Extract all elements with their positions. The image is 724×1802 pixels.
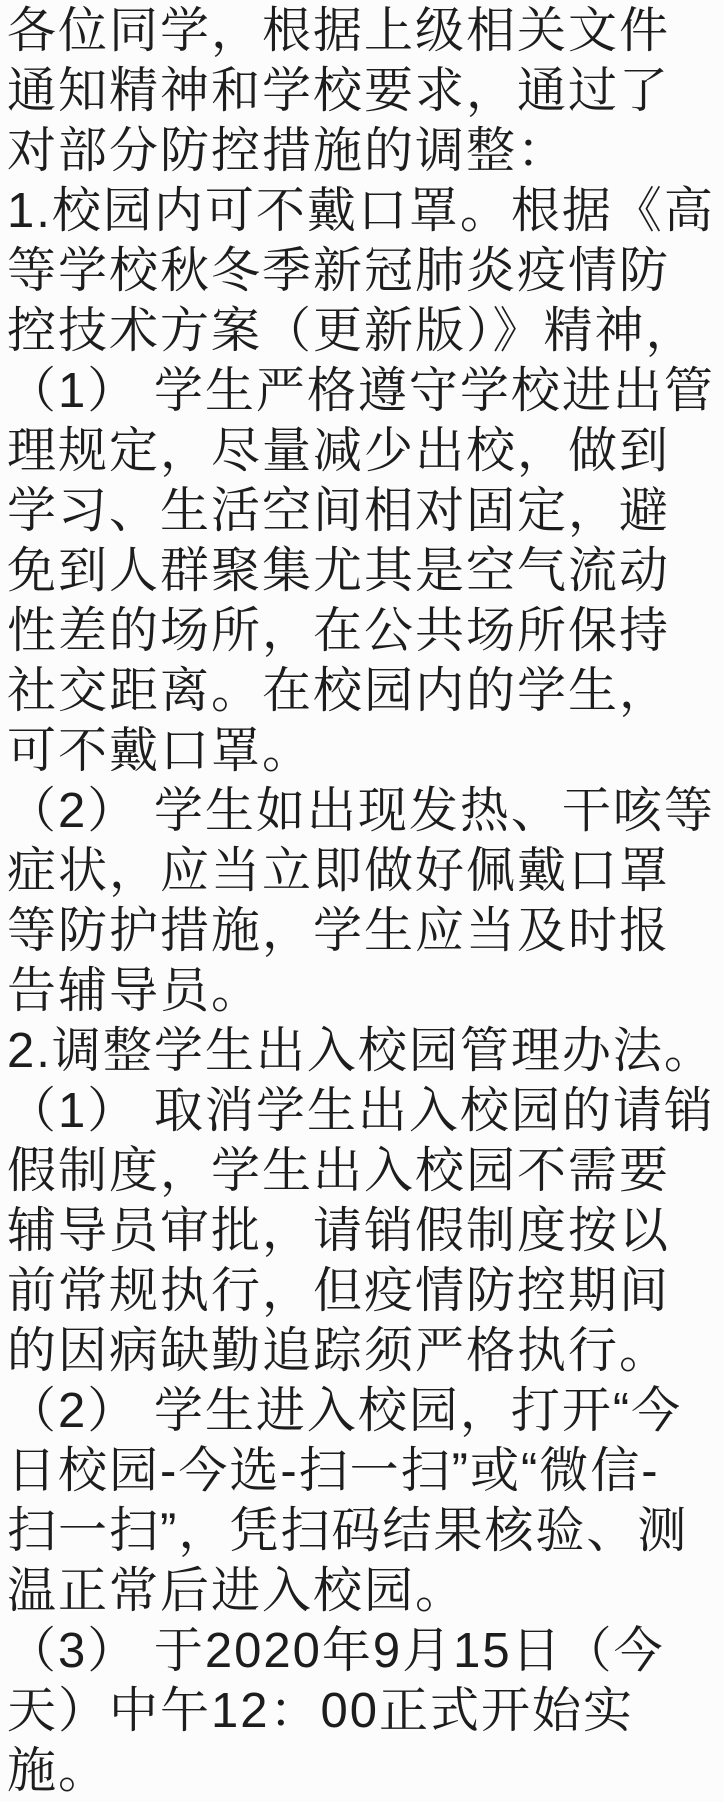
text-line: （2） 学生进入校园，打开“今 — [7, 1384, 683, 1438]
text-line: 2.调整学生出入校园管理办法。 — [7, 1024, 715, 1078]
text-line: 症状，应当立即做好佩戴口罩 — [7, 844, 671, 898]
text-line: 的因病缺勤追踪须严格执行。 — [7, 1324, 671, 1378]
text-line: 扫一扫”，凭扫码结果核验、测 — [7, 1504, 689, 1558]
text-line: 等学校秋冬季新冠肺炎疫情防 — [7, 244, 671, 298]
text-line: 性差的场所，在公共场所保持 — [7, 604, 671, 658]
text-line: 1.校园内可不戴口罩。根据《高 — [7, 184, 715, 238]
text-line: （3） 于2020年9月15日（今 — [7, 1624, 665, 1678]
text-line: 天）中午12：00正式开始实 — [7, 1684, 635, 1738]
text-line: 控技术方案（更新版）》精神， — [7, 304, 697, 358]
text-line: 对部分防控措施的调整： — [7, 124, 569, 178]
text-line: （1） 学生严格遵守学校进出管 — [7, 364, 715, 418]
text-line: 可不戴口罩。 — [7, 724, 314, 778]
text-line: 社交距离。在校园内的学生， — [7, 664, 671, 718]
text-line: 温正常后进入校园。 — [7, 1564, 467, 1618]
text-line: 通知精神和学校要求，通过了 — [7, 64, 671, 118]
text-line: 理规定，尽量减少出校，做到 — [7, 424, 671, 478]
text-line: 告辅导员。 — [7, 964, 263, 1018]
text-line: 前常规执行，但疫情防控期间 — [7, 1264, 671, 1318]
text-line: 学习、生活空间相对固定，避 — [7, 484, 671, 538]
text-line: 日校园-今选-扫一扫”或“微信- — [7, 1444, 660, 1498]
text-line: 施。 — [7, 1744, 110, 1798]
text-line: （1） 取消学生出入校园的请销 — [7, 1084, 715, 1138]
text-line: 等防护措施，学生应当及时报 — [7, 904, 671, 958]
text-line: 各位同学，根据上级相关文件 — [7, 4, 671, 58]
text-line: 假制度，学生出入校园不需要 — [7, 1144, 671, 1198]
text-line: （2） 学生如出现发热、干咳等 — [7, 784, 715, 838]
text-line: 辅导员审批，请销假制度按以 — [7, 1204, 671, 1258]
text-line: 免到人群聚集尤其是空气流动 — [7, 544, 671, 598]
